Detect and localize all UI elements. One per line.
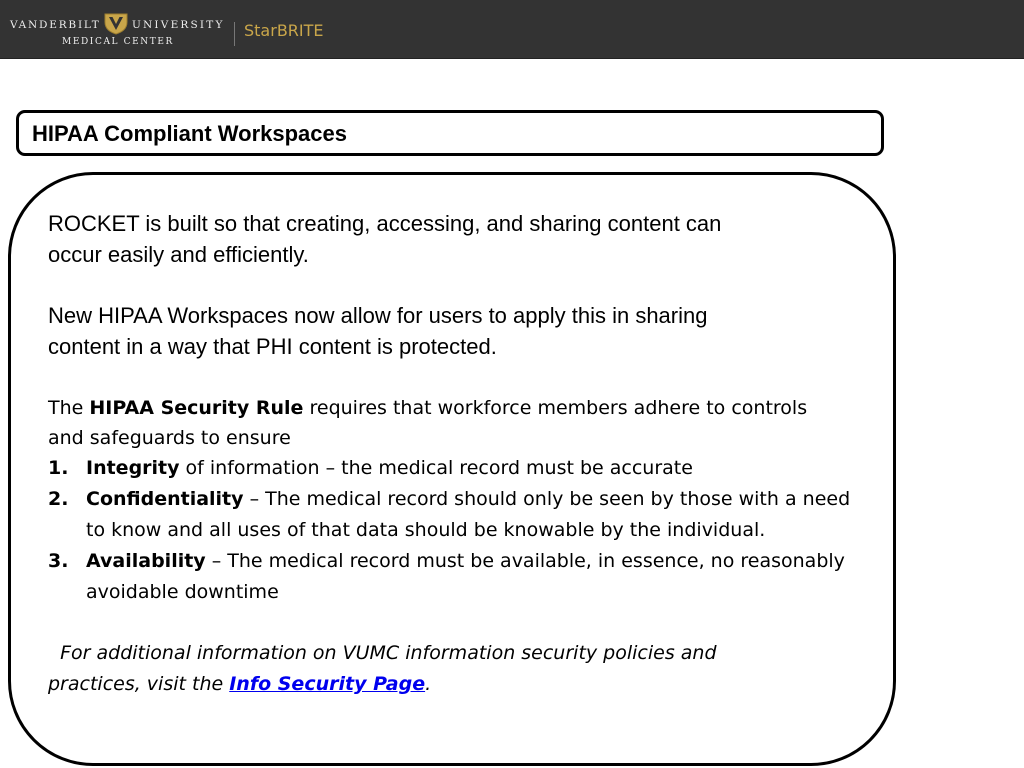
paragraph-2-line-2: content in a way that PHI content is protected. bbox=[48, 334, 497, 359]
list-term: Integrity bbox=[86, 457, 180, 479]
list-text: – The medical record should only be seen by those with a need to know and all uses of that data should be knowable by the individual. bbox=[86, 488, 851, 541]
list-item-integrity bbox=[48, 453, 868, 484]
list-number: 2. bbox=[48, 488, 69, 510]
security-rule-prefix: The bbox=[48, 397, 90, 419]
paragraph-2-line-1: New HIPAA Workspaces now allow for users to apply this in sharing bbox=[48, 303, 708, 328]
paragraph-1-line-2: occur easily and efficiently. bbox=[48, 242, 309, 267]
header-divider bbox=[234, 22, 235, 46]
slide-title-box bbox=[16, 110, 884, 156]
list-item-availability bbox=[48, 546, 868, 608]
header-bar bbox=[0, 0, 1024, 59]
note-suffix: . bbox=[425, 673, 432, 695]
note-prefix: For additional information on VUMC information security policies and practices, visit the bbox=[48, 642, 717, 695]
security-rule-intro bbox=[48, 393, 807, 423]
org-name-right: UNIVERSITY bbox=[132, 19, 225, 31]
list-number: 1. bbox=[48, 457, 69, 479]
org-subtitle: MEDICAL CENTER bbox=[62, 37, 174, 47]
info-security-page-link[interactable]: Info Security Page bbox=[229, 673, 426, 695]
security-rule-term: HIPAA Security Rule bbox=[89, 397, 304, 419]
list-text: – The medical record must be available, in essence, no reasonably avoidable downtime bbox=[86, 550, 845, 603]
security-rule-intro-line-2: and safeguards to ensure bbox=[48, 427, 291, 449]
slide-title: HIPAA Compliant Workspaces bbox=[32, 121, 347, 146]
university-logo-icon bbox=[104, 13, 128, 35]
security-rule-suffix: requires that workforce members adhere to controls bbox=[303, 397, 808, 419]
list-term: Confidentiality bbox=[86, 488, 244, 510]
list-text: of information – the medical record must be accurate bbox=[179, 457, 693, 479]
org-name-left: VANDERBILT bbox=[10, 19, 101, 31]
additional-info-note bbox=[48, 638, 808, 700]
list-item-confidentiality bbox=[48, 484, 868, 546]
paragraph-1-line-1: ROCKET is built so that creating, accessing, and sharing content can bbox=[48, 211, 722, 236]
security-rule-list bbox=[48, 453, 868, 608]
app-name: StarBRITE bbox=[244, 21, 324, 40]
list-number: 3. bbox=[48, 550, 69, 572]
list-term: Availability bbox=[86, 550, 206, 572]
